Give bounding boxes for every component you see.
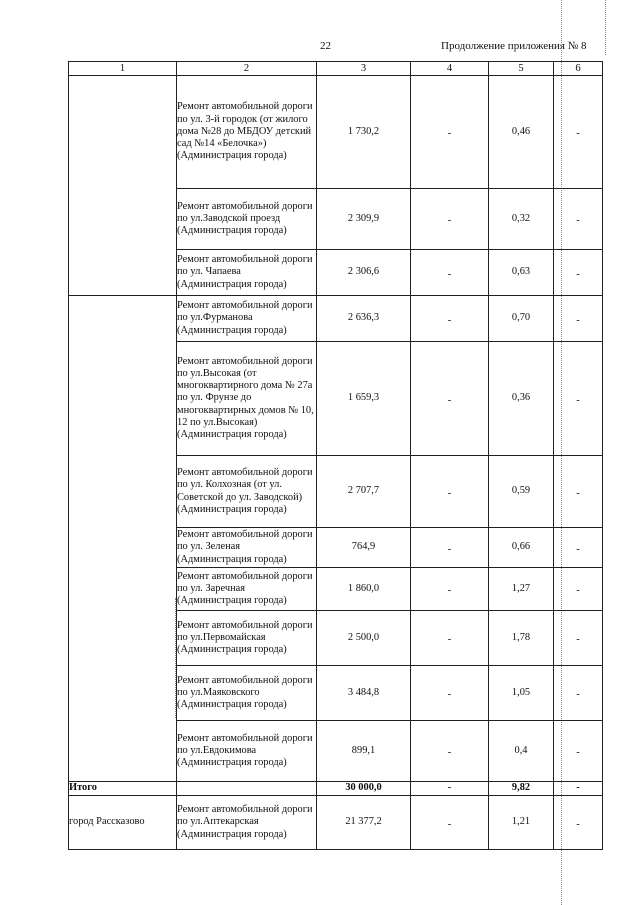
table-header-row xyxy=(69,62,603,76)
column-6-cell: - xyxy=(554,568,603,611)
work-description: Ремонт автомобильной дороги по ул.Высокая (от многоквартирного дома № 27а по ул. Фрунзе до многоквартирных домов № 10, 12 по ул.Высокая) (Администрация города) xyxy=(177,342,317,456)
column-6-cell: - xyxy=(554,342,603,456)
work-description: Ремонт автомобильной дороги по ул. Чапаева (Администрация города) xyxy=(177,250,317,296)
work-description: Ремонт автомобильной дороги по ул.Заводской проезд (Администрация города) xyxy=(177,189,317,250)
column-6-cell: - xyxy=(554,456,603,528)
column-4-cell: - xyxy=(411,76,489,189)
column-6-cell: - xyxy=(554,76,603,189)
work-description: Ремонт автомобильной дороги по ул.Первомайская (Администрация города) xyxy=(177,611,317,666)
total-row xyxy=(69,782,603,796)
column-header: 3 xyxy=(317,62,411,76)
length-cell: 0,66 xyxy=(489,528,554,568)
column-4-cell: - xyxy=(411,296,489,342)
length-cell: 0,32 xyxy=(489,189,554,250)
column-4-cell: - xyxy=(411,666,489,721)
amount-cell: 1 860,0 xyxy=(317,568,411,611)
column-header: 1 xyxy=(69,62,177,76)
total-label: Итого xyxy=(69,782,177,796)
total-amount: 30 000,0 xyxy=(317,782,411,796)
work-description: Ремонт автомобильной дороги по ул. Зеленая (Администрация города) xyxy=(177,528,317,568)
length-cell: 1,21 xyxy=(489,796,554,850)
amount-cell: 3 484,8 xyxy=(317,666,411,721)
amount-cell: 1 730,2 xyxy=(317,76,411,189)
amount-cell: 21 377,2 xyxy=(317,796,411,850)
column-header: 6 xyxy=(554,62,603,76)
road-repair-table xyxy=(68,61,603,850)
municipality-cell xyxy=(69,296,177,782)
column-6-cell: - xyxy=(554,666,603,721)
column-6-cell: - xyxy=(554,528,603,568)
length-cell: 0,70 xyxy=(489,296,554,342)
work-description xyxy=(177,782,317,796)
column-6-cell: - xyxy=(554,782,603,796)
amount-cell: 764,9 xyxy=(317,528,411,568)
column-4-cell: - xyxy=(411,250,489,296)
length-cell: 1,78 xyxy=(489,611,554,666)
amount-cell: 2 707,7 xyxy=(317,456,411,528)
column-6-cell: - xyxy=(554,796,603,850)
amount-cell: 2 500,0 xyxy=(317,611,411,666)
appendix-note: Продолжение приложения № 8 xyxy=(441,40,587,52)
column-4-cell: - xyxy=(411,721,489,782)
column-6-cell: - xyxy=(554,250,603,296)
work-description: Ремонт автомобильной дороги по ул. Колхозная (от ул. Советской до ул. Заводской) (Администрация города) xyxy=(177,456,317,528)
total-length: 9,82 xyxy=(489,782,554,796)
page-number: 22 xyxy=(320,40,331,52)
column-4-cell: - xyxy=(411,189,489,250)
work-description: Ремонт автомобильной дороги по ул.Аптекарская (Администрация города) xyxy=(177,796,317,850)
scan-artifact-line xyxy=(605,0,606,55)
table-row xyxy=(69,296,603,342)
length-cell: 1,05 xyxy=(489,666,554,721)
length-cell: 0,59 xyxy=(489,456,554,528)
column-header: 5 xyxy=(489,62,554,76)
column-4-cell: - xyxy=(411,528,489,568)
column-6-cell: - xyxy=(554,611,603,666)
column-4-cell: - xyxy=(411,568,489,611)
amount-cell: 2 636,3 xyxy=(317,296,411,342)
column-4-cell: - xyxy=(411,342,489,456)
work-description: Ремонт автомобильной дороги по ул. 3-й городок (от жилого дома №28 до МБДОУ детский сад №14 «Белочка») (Администрация города) xyxy=(177,76,317,189)
amount-cell: 1 659,3 xyxy=(317,342,411,456)
length-cell: 0,63 xyxy=(489,250,554,296)
length-cell: 0,4 xyxy=(489,721,554,782)
municipality-cell xyxy=(69,76,177,296)
length-cell: 1,27 xyxy=(489,568,554,611)
column-4-cell: - xyxy=(411,796,489,850)
column-6-cell: - xyxy=(554,296,603,342)
column-4-cell: - xyxy=(411,782,489,796)
column-4-cell: - xyxy=(411,611,489,666)
work-description: Ремонт автомобильной дороги по ул. Заречная (Администрация города) xyxy=(177,568,317,611)
column-6-cell: - xyxy=(554,189,603,250)
column-header: 4 xyxy=(411,62,489,76)
amount-cell: 2 309,9 xyxy=(317,189,411,250)
work-description: Ремонт автомобильной дороги по ул.Фурманова (Администрация города) xyxy=(177,296,317,342)
length-cell: 0,46 xyxy=(489,76,554,189)
municipality-cell: город Рассказово xyxy=(69,796,177,850)
column-header: 2 xyxy=(177,62,317,76)
table-row xyxy=(69,796,603,850)
table-row xyxy=(69,76,603,189)
work-description: Ремонт автомобильной дороги по ул.Маяковского (Администрация города) xyxy=(177,666,317,721)
amount-cell: 899,1 xyxy=(317,721,411,782)
amount-cell: 2 306,6 xyxy=(317,250,411,296)
column-4-cell: - xyxy=(411,456,489,528)
column-6-cell: - xyxy=(554,721,603,782)
work-description: Ремонт автомобильной дороги по ул.Евдокимова (Администрация города) xyxy=(177,721,317,782)
length-cell: 0,36 xyxy=(489,342,554,456)
